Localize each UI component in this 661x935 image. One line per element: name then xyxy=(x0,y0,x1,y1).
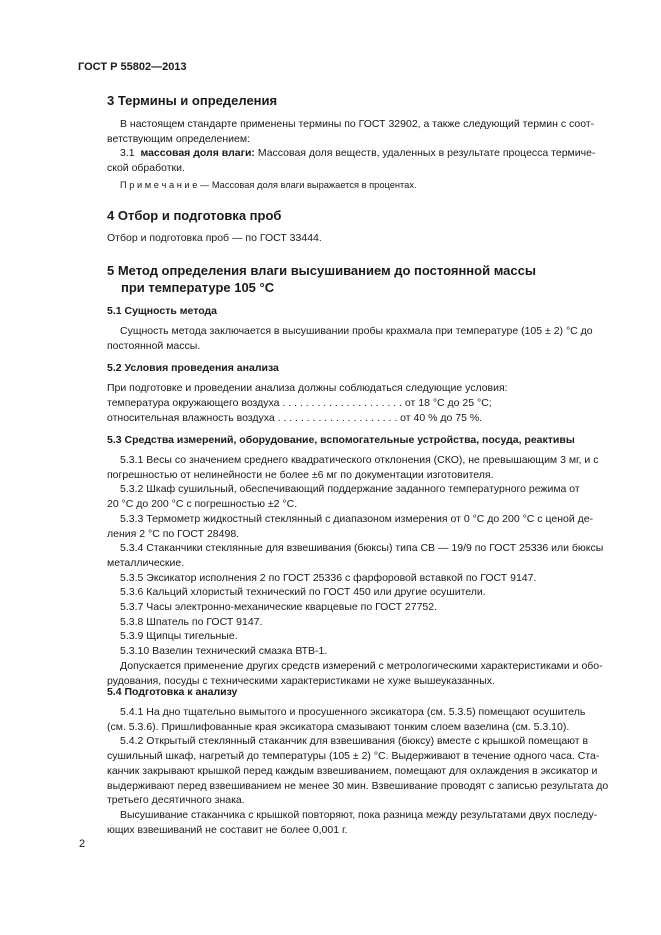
item-5-3-2-line1: 5.3.2 Шкаф сушильный, обеспечивающий поддержание заданного температурного режима от xyxy=(120,483,580,496)
subsection-5-4-text xyxy=(107,705,614,837)
item-5-3-8: 5.3.8 Шпатель по ГОСТ 9147. xyxy=(120,615,263,628)
item-5-3-1-line1: 5.3.1 Весы со значением среднего квадратического отклонения (СКО), не превышающим 3 мг, и с xyxy=(120,454,599,466)
item-5-3-9: 5.3.9 Щипцы тигельные. xyxy=(120,630,238,643)
term-definition-line2: ской обработки. xyxy=(107,162,185,174)
section-4-text: Отбор и подготовка проб — по ГОСТ 33444. xyxy=(107,232,322,244)
condition-temperature: температура окружающего воздуха . . . . . . . . . . . . . . . . . . . . . от 18 °С до 25 °С; xyxy=(107,397,492,409)
section-3-intro xyxy=(107,117,614,147)
subsection-5-1-line1: Сущность метода заключается в высушивании пробы крахмала при температуре (105 ± 2) °С до xyxy=(120,325,593,337)
subsection-5-1-line2: постоянной массы. xyxy=(107,340,201,352)
item-5-3-4-line2: металлические. xyxy=(107,556,185,569)
item-5-3-2-line2: 20 °С до 200 °С с погрешностью ±2 °С. xyxy=(107,498,298,511)
subsection-5-3-closing-line2: рудования, посуды с техническими характеристиками не хуже вышеуказанных. xyxy=(107,674,495,687)
item-5-4-2-line4: выдерживают перед взвешиванием не менее 30 мин. Взвешивание проводят с записью результата до xyxy=(107,779,609,792)
item-5-4-1-line1: 5.4.1 На дно тщательно вымытого и просушенного эксикатора (см. 5.3.5) помещают осушитель xyxy=(120,706,586,718)
subsection-5-3-title: 5.3 Средства измерений, оборудование, вспомогательные устройства, посуда, реактивы xyxy=(107,434,575,446)
item-5-4-1-line2: (см. 5.3.6). Пришлифованные края эксикатора смазывают тонким слоем вазелина (см. 5.3.10). xyxy=(107,720,570,733)
subsection-5-4-closing-line1: Высушивание стаканчика с крышкой повторяют, пока разница между результатами двух последу- xyxy=(120,808,598,821)
item-5-3-7: 5.3.7 Часы электронно-механические кварцевые по ГОСТ 27752. xyxy=(120,601,438,614)
item-5-4-2-line3: канчик закрывают крышкой перед каждым взвешиванием, помещают для охлаждения в эксикатор и xyxy=(107,764,598,777)
term-name: массовая доля влаги: xyxy=(140,147,255,159)
item-5-3-5: 5.3.5 Эксикатор исполнения 2 по ГОСТ 25336 с фарфоровой вставкой по ГОСТ 9147. xyxy=(120,571,537,584)
section-3-intro-line1: В настоящем стандарте применены термины по ГОСТ 32902, а также следующий термин с соот- xyxy=(120,118,595,130)
item-5-3-1-line2: погрешностью от нелинейности не более ±6 мг по документации изготовителя. xyxy=(107,468,494,481)
page-number: 2 xyxy=(79,838,86,850)
item-5-3-3-line2: ления 2 °С по ГОСТ 28498. xyxy=(107,527,240,540)
subsection-5-4-title: 5.4 Подготовка к анализу xyxy=(107,686,238,698)
item-5-3-6: 5.3.6 Кальций хлористый технический по ГОСТ 450 или другие осушители. xyxy=(120,586,486,599)
item-5-4-2-line2: сушильный шкаф, нагретый до температуры (105 ± 2) °С. Выдерживают в течение одного часа. Ста- xyxy=(107,750,600,763)
term-3-1 xyxy=(120,146,614,161)
item-5-3-10: 5.3.10 Вазелин технический смазка ВТВ-1. xyxy=(120,645,328,658)
note-text: — Массовая доля влаги выражается в процентах. xyxy=(197,180,417,190)
section-5-title-line1: 5 Метод определения влаги высушиванием до постоянной массы xyxy=(107,263,536,278)
subsection-5-4-closing-line2: ющих взвешиваний не составит не более 0,001 г. xyxy=(107,823,348,836)
subsection-5-2-title: 5.2 Условия проведения анализа xyxy=(107,362,279,374)
item-5-3-4-line1: 5.3.4 Стаканчики стеклянные для взвешивания (бюксы) типа СВ — 19/9 по ГОСТ 25336 или бюксы xyxy=(120,542,604,555)
section-5-title-line2: при температуре 105 °С xyxy=(121,280,275,295)
item-5-3-3-line1: 5.3.3 Термометр жидкостный стеклянный с диапазоном измерения от 0 °С до 200 °С с ценой де- xyxy=(120,512,594,525)
subsection-5-1-text xyxy=(107,324,614,354)
term-definition-line1: Массовая доля веществ, удаленных в результате процесса термиче- xyxy=(254,147,596,159)
condition-humidity: относительная влажность воздуха . . . . . . . . . . . . . . . . . . . . . от 40 % до 75 %. xyxy=(107,412,483,424)
section-3-title: 3 Термины и определения xyxy=(107,93,278,108)
note xyxy=(120,178,417,192)
item-5-4-2-line5: третьего десятичного знака. xyxy=(107,794,245,807)
subsection-5-1-title: 5.1 Сущность метода xyxy=(107,305,218,317)
standard-header: ГОСТ Р 55802—2013 xyxy=(78,61,187,73)
subsection-5-3-closing-line1: Допускается применение других средств измерений с метрологическими характеристиками и обо- xyxy=(120,659,603,672)
term-number: 3.1 xyxy=(120,147,135,159)
subsection-5-2-text xyxy=(107,381,508,426)
item-5-4-2-line1: 5.4.2 Открытый стеклянный стаканчик для взвешивания (бюксу) вместе с крышкой помещают в xyxy=(120,735,589,748)
conditions-intro: При подготовке и проведении анализа должны соблюдаться следующие условия: xyxy=(107,382,508,394)
section-4-title: 4 Отбор и подготовка проб xyxy=(107,208,282,223)
section-3-intro-line2: ветствующим определением: xyxy=(107,133,251,145)
subsection-5-3-text xyxy=(107,453,614,688)
note-label: П р и м е ч а н и е xyxy=(120,180,198,190)
